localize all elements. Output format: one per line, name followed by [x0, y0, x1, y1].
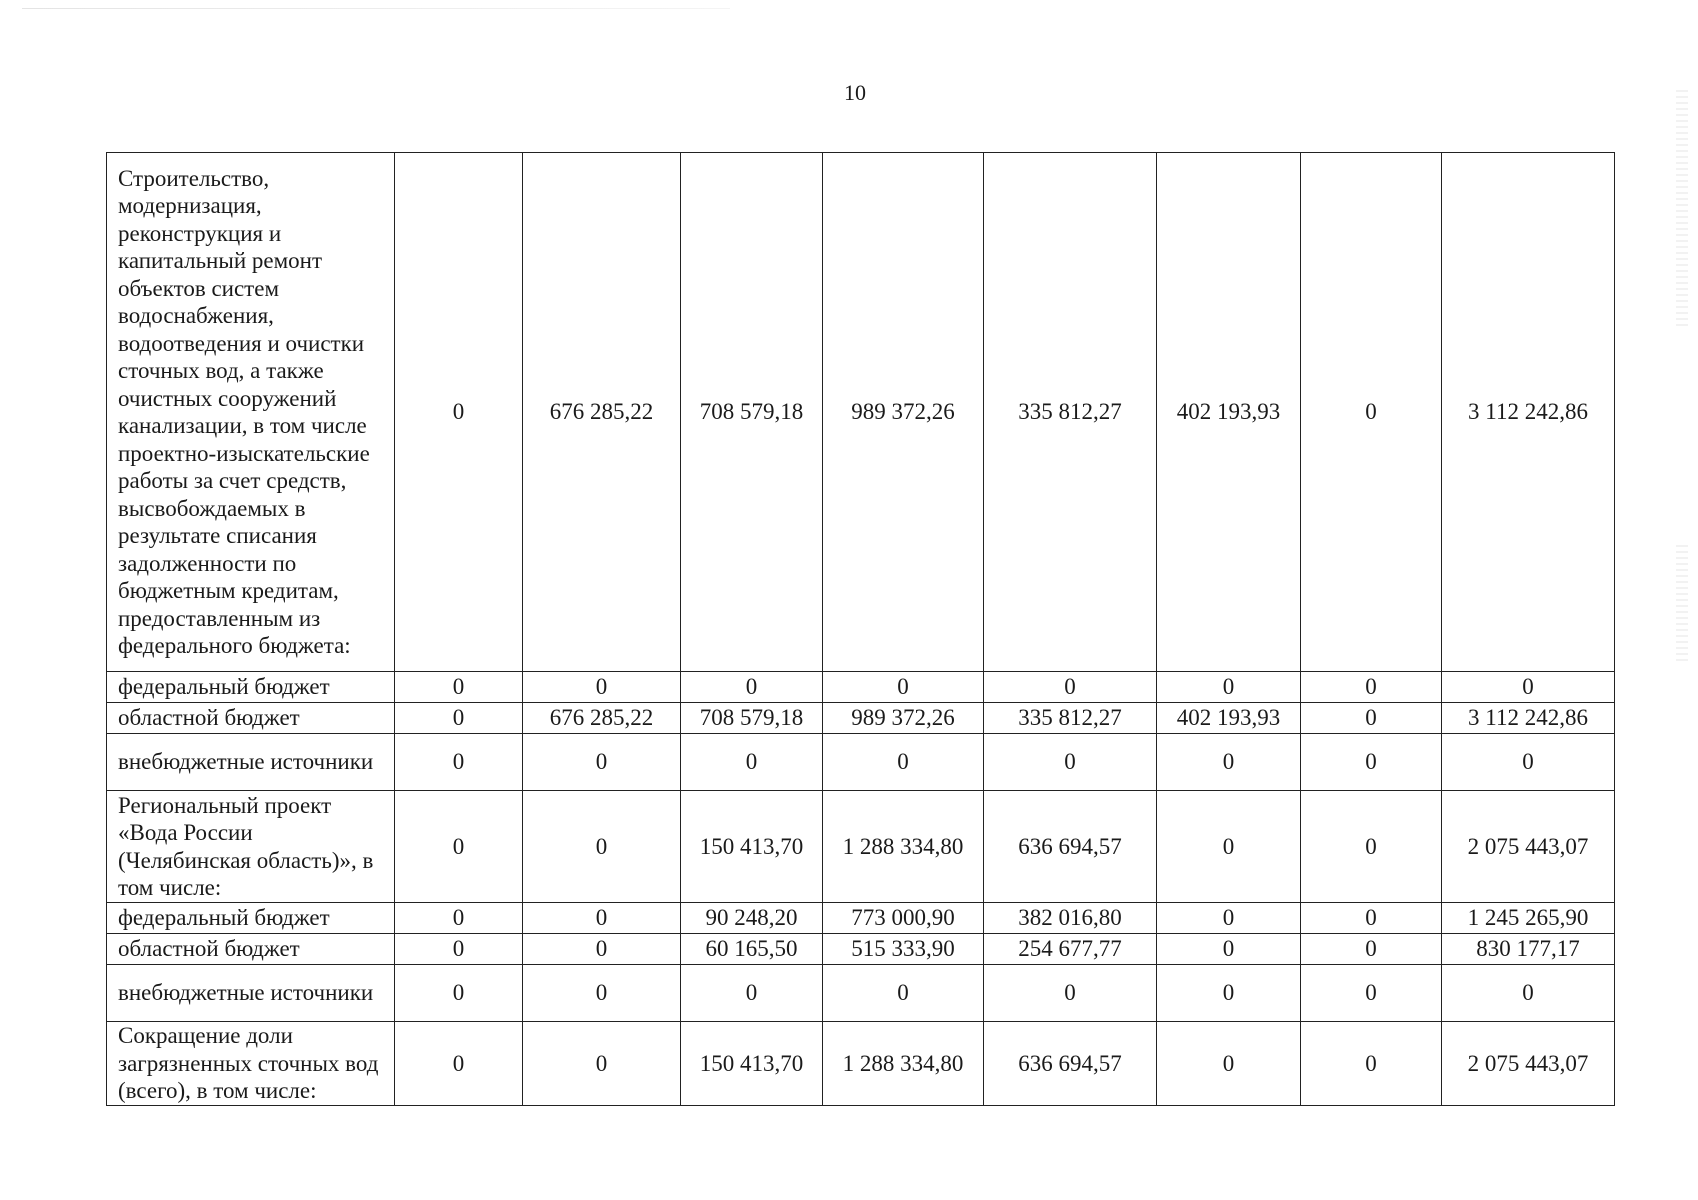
- scan-artifact-line: [22, 8, 730, 9]
- table-cell: 0: [1442, 672, 1615, 703]
- table-cell: 0: [984, 672, 1157, 703]
- table-cell: 150 413,70: [681, 791, 823, 903]
- table-cell: 90 248,20: [681, 903, 823, 934]
- table-row: [107, 153, 1615, 672]
- table-cell: 0: [681, 734, 823, 791]
- table-cell: 773 000,90: [823, 903, 984, 934]
- table-cell: 0: [523, 965, 681, 1022]
- table-cell: 1 288 334,80: [823, 791, 984, 903]
- scan-artifact-edge: [1676, 90, 1688, 330]
- table-cell: 0: [523, 791, 681, 903]
- table-cell: 0: [1157, 965, 1301, 1022]
- table-cell: 402 193,93: [1157, 703, 1301, 734]
- table-cell: 0: [823, 672, 984, 703]
- scan-artifact-edge: [1676, 545, 1688, 665]
- table-cell: 0: [523, 1022, 681, 1106]
- table-cell: 150 413,70: [681, 1022, 823, 1106]
- table-cell: 0: [984, 965, 1157, 1022]
- table-cell: 0: [823, 965, 984, 1022]
- table-cell: 0: [681, 965, 823, 1022]
- table-cell: 335 812,27: [984, 153, 1157, 672]
- table-row: [107, 903, 1615, 934]
- table-cell: 989 372,26: [823, 153, 984, 672]
- table-cell: 515 333,90: [823, 934, 984, 965]
- table-cell: 0: [984, 734, 1157, 791]
- table-cell: 0: [1157, 734, 1301, 791]
- table-cell: 0: [1301, 934, 1442, 965]
- table-cell: 2 075 443,07: [1442, 791, 1615, 903]
- table-cell: 830 177,17: [1442, 934, 1615, 965]
- table-row: [107, 791, 1615, 903]
- table-cell: 676 285,22: [523, 703, 681, 734]
- table-row: [107, 703, 1615, 734]
- table-cell: 0: [1157, 934, 1301, 965]
- table-cell: 1 288 334,80: [823, 1022, 984, 1106]
- table-row: [107, 965, 1615, 1022]
- table-cell: 0: [1301, 703, 1442, 734]
- table-cell: 0: [395, 703, 523, 734]
- table-cell: 708 579,18: [681, 703, 823, 734]
- table-cell: 3 112 242,86: [1442, 703, 1615, 734]
- table-cell: 0: [1157, 903, 1301, 934]
- table-cell: 382 016,80: [984, 903, 1157, 934]
- table-cell: 0: [395, 791, 523, 903]
- table-cell: 254 677,77: [984, 934, 1157, 965]
- table-row: [107, 672, 1615, 703]
- table-cell: 0: [1301, 672, 1442, 703]
- row-label: федеральный бюджет: [107, 903, 395, 934]
- table-cell: 0: [1301, 734, 1442, 791]
- table-cell: 402 193,93: [1157, 153, 1301, 672]
- table-cell: 1 245 265,90: [1442, 903, 1615, 934]
- budget-table: [106, 152, 1615, 1106]
- row-label: внебюджетные источники: [107, 734, 395, 791]
- table-row: [107, 734, 1615, 791]
- table-cell: 0: [523, 672, 681, 703]
- table-cell: 0: [1301, 903, 1442, 934]
- table-cell: 0: [681, 672, 823, 703]
- table-cell: 636 694,57: [984, 791, 1157, 903]
- table-cell: 0: [1442, 734, 1615, 791]
- page-number: 10: [844, 80, 866, 105]
- table-row: [107, 934, 1615, 965]
- table-cell: 0: [395, 934, 523, 965]
- table-cell: 0: [395, 965, 523, 1022]
- table-cell: 989 372,26: [823, 703, 984, 734]
- table-cell: 0: [1301, 791, 1442, 903]
- row-label: Региональный проект «Вода России (Челябинская область)», в том числе:: [107, 791, 395, 903]
- table-cell: 0: [523, 934, 681, 965]
- table-cell: 0: [1442, 965, 1615, 1022]
- table-row: [107, 1022, 1615, 1106]
- table-cell: 0: [1301, 1022, 1442, 1106]
- table-cell: 0: [395, 153, 523, 672]
- table-cell: 0: [1157, 672, 1301, 703]
- row-label: федеральный бюджет: [107, 672, 395, 703]
- table-cell: 3 112 242,86: [1442, 153, 1615, 672]
- row-label: внебюджетные источники: [107, 965, 395, 1022]
- table-cell: 0: [395, 734, 523, 791]
- table-cell: 0: [523, 734, 681, 791]
- table-cell: 335 812,27: [984, 703, 1157, 734]
- table-cell: 636 694,57: [984, 1022, 1157, 1106]
- table-cell: 0: [395, 1022, 523, 1106]
- table-cell: 708 579,18: [681, 153, 823, 672]
- table-cell: 0: [1157, 791, 1301, 903]
- table-cell: 0: [1301, 965, 1442, 1022]
- row-label: областной бюджет: [107, 703, 395, 734]
- table-cell: 0: [1301, 153, 1442, 672]
- table-cell: 0: [523, 903, 681, 934]
- table-cell: 0: [395, 903, 523, 934]
- table-cell: 60 165,50: [681, 934, 823, 965]
- table-cell: 676 285,22: [523, 153, 681, 672]
- table-cell: 2 075 443,07: [1442, 1022, 1615, 1106]
- table-cell: 0: [395, 672, 523, 703]
- row-label: областной бюджет: [107, 934, 395, 965]
- table-cell: 0: [1157, 1022, 1301, 1106]
- row-label: Строительство, модернизация, реконструкция и капитальный ремонт объектов систем водоснабжения, водоотведения и очистки сточных вод, а также очистных сооружений канализации, в том числе проектно-изыскательские работы за счет средств, высвобождаемых в результате списания задолженности по бюджетным кредитам, предоставленным из федерального бюджета:: [107, 153, 395, 672]
- row-label: Сокращение доли загрязненных сточных вод (всего), в том числе:: [107, 1022, 395, 1106]
- table-cell: 0: [823, 734, 984, 791]
